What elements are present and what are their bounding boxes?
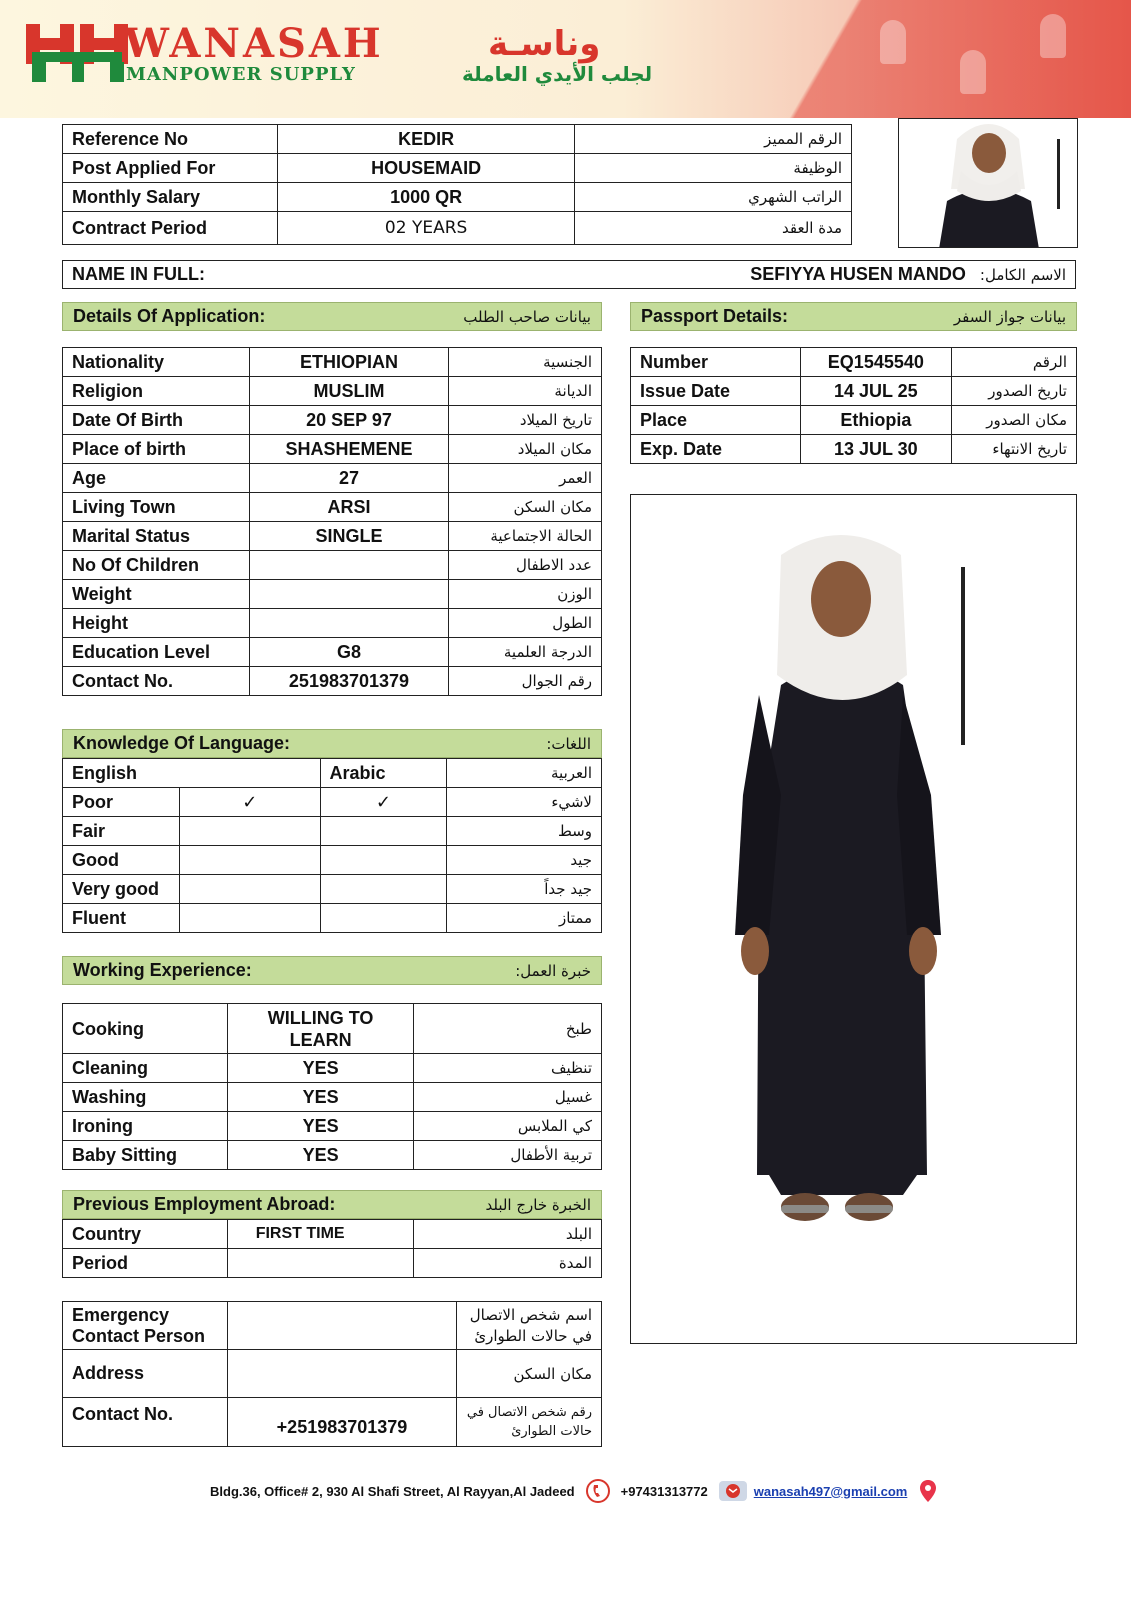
table-row bbox=[63, 522, 602, 551]
table-row bbox=[63, 212, 852, 245]
table-row bbox=[63, 1054, 602, 1083]
row-value: MUSLIM bbox=[249, 377, 449, 406]
english-checkmark bbox=[179, 846, 320, 875]
table-row bbox=[63, 817, 602, 846]
applicant-photo bbox=[630, 494, 1077, 1344]
table-row bbox=[631, 435, 1077, 464]
row-label-arabic: الدرجة العلمية bbox=[449, 638, 602, 667]
row-value: HOUSEMAID bbox=[277, 154, 575, 183]
row-label: Height bbox=[63, 609, 250, 638]
arabic-checkmark bbox=[320, 846, 447, 875]
table-row bbox=[63, 1302, 602, 1350]
row-label: Education Level bbox=[63, 638, 250, 667]
row-label: Very good bbox=[63, 875, 180, 904]
table-row bbox=[63, 1141, 602, 1170]
row-label-arabic: مكان الميلاد bbox=[449, 435, 602, 464]
row-label-arabic: لاشيء bbox=[447, 788, 602, 817]
table-row bbox=[63, 1249, 602, 1278]
language-section-header bbox=[62, 729, 602, 758]
row-value: ETHIOPIAN bbox=[249, 348, 449, 377]
column-arabic: Arabic bbox=[320, 759, 447, 788]
table-row bbox=[63, 1350, 602, 1398]
row-value: G8 bbox=[249, 638, 449, 667]
table-row bbox=[63, 493, 602, 522]
section-title: Details Of Application: bbox=[73, 306, 266, 326]
application-section-header bbox=[62, 302, 602, 331]
section-title: Previous Employment Abroad: bbox=[73, 1194, 336, 1214]
arabic-checkmark: ✓ bbox=[320, 788, 447, 817]
row-label: Good bbox=[63, 846, 180, 875]
reference-table bbox=[62, 124, 852, 245]
row-label: Place of birth bbox=[63, 435, 250, 464]
footer-address: Bldg.36, Office# 2, 930 Al Shafi Street, Al Rayyan,Al Jadeed bbox=[210, 1483, 575, 1499]
row-label: Poor bbox=[63, 788, 180, 817]
section-title-arabic: الخبرة خارج البلد bbox=[485, 1195, 591, 1214]
full-name-label-arabic: الاسم الكامل: bbox=[979, 265, 1066, 284]
language-table bbox=[62, 758, 602, 933]
row-label-arabic: مدة العقد bbox=[575, 212, 852, 245]
row-label: Religion bbox=[63, 377, 250, 406]
row-label-arabic: مكان الصدور bbox=[952, 406, 1077, 435]
row-value: FIRST TIME bbox=[227, 1220, 414, 1249]
decorative-figure-icon bbox=[960, 50, 986, 94]
row-label-arabic: تاريخ الميلاد bbox=[449, 406, 602, 435]
row-label-arabic: الوزن bbox=[449, 580, 602, 609]
section-title-arabic: بيانات صاحب الطلب bbox=[463, 307, 591, 326]
table-row bbox=[63, 1220, 602, 1249]
row-label-arabic: مكان السكن bbox=[449, 493, 602, 522]
applicant-photo-thumbnail bbox=[898, 118, 1078, 248]
row-value bbox=[227, 1302, 457, 1350]
table-row bbox=[63, 638, 602, 667]
row-value: 27 bbox=[249, 464, 449, 493]
table-row bbox=[63, 759, 602, 788]
full-name-label: NAME IN FULL: bbox=[72, 264, 205, 284]
location-pin-icon bbox=[917, 1478, 943, 1504]
row-label-arabic: الوظيفة bbox=[575, 154, 852, 183]
english-checkmark bbox=[179, 817, 320, 846]
row-value: YES bbox=[227, 1141, 414, 1170]
row-label: Place bbox=[631, 406, 801, 435]
row-label: Cleaning bbox=[63, 1054, 228, 1083]
table-row bbox=[631, 377, 1077, 406]
row-value: 14 JUL 25 bbox=[800, 377, 952, 406]
row-value: 1000 QR bbox=[277, 183, 575, 212]
passport-table bbox=[630, 347, 1077, 464]
table-row bbox=[63, 435, 602, 464]
row-label-arabic: طبخ bbox=[414, 1004, 602, 1054]
header-decoration bbox=[711, 0, 1131, 118]
english-checkmark bbox=[179, 904, 320, 933]
row-label-arabic: الجنسية bbox=[449, 348, 602, 377]
row-label: Marital Status bbox=[63, 522, 250, 551]
decorative-figure-icon bbox=[880, 20, 906, 64]
row-label-arabic: وسط bbox=[447, 817, 602, 846]
row-value bbox=[227, 1350, 457, 1398]
table-row bbox=[63, 788, 602, 817]
row-label-arabic: العمر bbox=[449, 464, 602, 493]
brand-name-arabic: وناسـة bbox=[488, 24, 601, 64]
arabic-checkmark bbox=[320, 875, 447, 904]
row-label: Period bbox=[63, 1249, 228, 1278]
row-value: Ethiopia bbox=[800, 406, 952, 435]
row-label-arabic: تربية الأطفال bbox=[414, 1141, 602, 1170]
email-icon bbox=[718, 1478, 744, 1504]
table-row bbox=[63, 846, 602, 875]
row-label: Weight bbox=[63, 580, 250, 609]
full-name-value: SEFIYYA HUSEN MANDO bbox=[750, 264, 966, 284]
row-label: Reference No bbox=[63, 125, 278, 154]
application-table bbox=[62, 347, 602, 696]
previous-employment-table bbox=[62, 1219, 602, 1278]
row-value: 251983701379 bbox=[249, 667, 449, 696]
row-label-arabic: تاريخ الانتهاء bbox=[952, 435, 1077, 464]
arabic-checkmark bbox=[320, 817, 447, 846]
footer-email[interactable]: wanasah497@gmail.com bbox=[753, 1483, 908, 1499]
experience-table bbox=[62, 1003, 602, 1170]
experience-section-header bbox=[62, 956, 602, 985]
section-title: Working Experience: bbox=[73, 960, 252, 980]
table-row bbox=[63, 464, 602, 493]
row-label-arabic: البلد bbox=[414, 1220, 602, 1249]
section-title-arabic: اللغات: bbox=[546, 734, 591, 753]
row-label: Fluent bbox=[63, 904, 180, 933]
row-label-arabic: جيد bbox=[447, 846, 602, 875]
table-row bbox=[63, 1112, 602, 1141]
row-value: EQ1545540 bbox=[800, 348, 952, 377]
table-row bbox=[63, 904, 602, 933]
row-value: 20 SEP 97 bbox=[249, 406, 449, 435]
row-label-arabic: اسم شخص الاتصال في حالات الطوارئ bbox=[457, 1302, 602, 1350]
row-label: Contract Period bbox=[63, 212, 278, 245]
header-banner bbox=[0, 0, 1131, 118]
decorative-figure-icon bbox=[1040, 14, 1066, 58]
row-label: Emergency Contact Person bbox=[63, 1302, 228, 1350]
row-label-arabic: تنظيف bbox=[414, 1054, 602, 1083]
section-title: Passport Details: bbox=[641, 306, 789, 326]
previous-employment-section-header bbox=[62, 1190, 602, 1219]
arabic-checkmark bbox=[320, 904, 447, 933]
row-label-arabic: الديانة bbox=[449, 377, 602, 406]
row-value: +251983701379 bbox=[227, 1398, 457, 1447]
table-row bbox=[63, 348, 602, 377]
passport-section-header bbox=[630, 302, 1077, 331]
row-label-arabic: الرقم المميز bbox=[575, 125, 852, 154]
table-row bbox=[63, 609, 602, 638]
row-label-arabic: مكان السكن bbox=[457, 1350, 602, 1398]
row-label: Date Of Birth bbox=[63, 406, 250, 435]
table-row bbox=[63, 580, 602, 609]
row-label-arabic: تاريخ الصدور bbox=[952, 377, 1077, 406]
full-name-row bbox=[62, 260, 1076, 289]
row-label-arabic: الرقم bbox=[952, 348, 1077, 377]
table-row bbox=[63, 1083, 602, 1112]
table-row bbox=[63, 551, 602, 580]
table-row bbox=[63, 125, 852, 154]
brand-subtitle: MANPOWER SUPPLY bbox=[126, 64, 356, 85]
row-label-arabic: عدد الاطفال bbox=[449, 551, 602, 580]
row-label-arabic: غسيل bbox=[414, 1083, 602, 1112]
row-label: Contact No. bbox=[63, 1398, 228, 1447]
table-row bbox=[63, 1398, 602, 1447]
row-label-arabic: رقم شخص الاتصال في حالات الطوارئ bbox=[457, 1398, 602, 1447]
footer bbox=[210, 1478, 943, 1504]
row-label: Number bbox=[631, 348, 801, 377]
row-label-arabic: كي الملابس bbox=[414, 1112, 602, 1141]
row-label-arabic: جيد جداً bbox=[447, 875, 602, 904]
row-label: Contact No. bbox=[63, 667, 250, 696]
row-label-arabic: الحالة الاجتماعية bbox=[449, 522, 602, 551]
row-value: SINGLE bbox=[249, 522, 449, 551]
table-row bbox=[63, 875, 602, 904]
row-label: Exp. Date bbox=[631, 435, 801, 464]
table-row bbox=[63, 154, 852, 183]
emergency-contact-table bbox=[62, 1301, 602, 1447]
row-label-arabic: المدة bbox=[414, 1249, 602, 1278]
logo-icon bbox=[26, 24, 130, 86]
footer-phone[interactable]: +97431313772 bbox=[620, 1483, 708, 1499]
row-value: KEDIR bbox=[277, 125, 575, 154]
row-value: 02 YEARS bbox=[277, 212, 575, 245]
column-english: English bbox=[63, 759, 321, 788]
row-label: No Of Children bbox=[63, 551, 250, 580]
row-label: Living Town bbox=[63, 493, 250, 522]
english-checkmark: ✓ bbox=[179, 788, 320, 817]
row-label: Issue Date bbox=[631, 377, 801, 406]
section-title: Knowledge Of Language: bbox=[73, 733, 291, 753]
table-row bbox=[63, 183, 852, 212]
row-label: Nationality bbox=[63, 348, 250, 377]
row-value: 13 JUL 30 bbox=[800, 435, 952, 464]
table-row bbox=[63, 406, 602, 435]
brand-name: WANASAH bbox=[124, 20, 384, 67]
english-checkmark bbox=[179, 875, 320, 904]
row-label: Age bbox=[63, 464, 250, 493]
row-label: Address bbox=[63, 1350, 228, 1398]
column-arabic-label: العربية bbox=[447, 759, 602, 788]
phone-icon bbox=[585, 1478, 611, 1504]
row-value: YES bbox=[227, 1083, 414, 1112]
row-value: YES bbox=[227, 1112, 414, 1141]
row-value: YES bbox=[227, 1054, 414, 1083]
table-row bbox=[63, 377, 602, 406]
row-label: Country bbox=[63, 1220, 228, 1249]
table-row bbox=[631, 348, 1077, 377]
section-title-arabic: بيانات جواز السفر bbox=[953, 307, 1066, 326]
row-label-arabic: الراتب الشهري bbox=[575, 183, 852, 212]
row-value: WILLING TO LEARN bbox=[227, 1004, 414, 1054]
table-row bbox=[631, 406, 1077, 435]
brand-subtitle-arabic: لجلب الأيدي العاملة bbox=[462, 62, 653, 86]
row-value bbox=[249, 609, 449, 638]
row-label: Post Applied For bbox=[63, 154, 278, 183]
row-label-arabic: رقم الجوال bbox=[449, 667, 602, 696]
table-row bbox=[63, 1004, 602, 1054]
row-value bbox=[249, 551, 449, 580]
row-label: Baby Sitting bbox=[63, 1141, 228, 1170]
row-label-arabic: الطول bbox=[449, 609, 602, 638]
row-value: ARSI bbox=[249, 493, 449, 522]
row-label: Monthly Salary bbox=[63, 183, 278, 212]
row-value: SHASHEMENE bbox=[249, 435, 449, 464]
row-label: Fair bbox=[63, 817, 180, 846]
row-value bbox=[249, 580, 449, 609]
row-label: Cooking bbox=[63, 1004, 228, 1054]
table-row bbox=[63, 667, 602, 696]
section-title-arabic: خبرة العمل: bbox=[515, 961, 591, 980]
row-value bbox=[227, 1249, 414, 1278]
row-label: Washing bbox=[63, 1083, 228, 1112]
row-label-arabic: ممتاز bbox=[447, 904, 602, 933]
row-label: Ironing bbox=[63, 1112, 228, 1141]
